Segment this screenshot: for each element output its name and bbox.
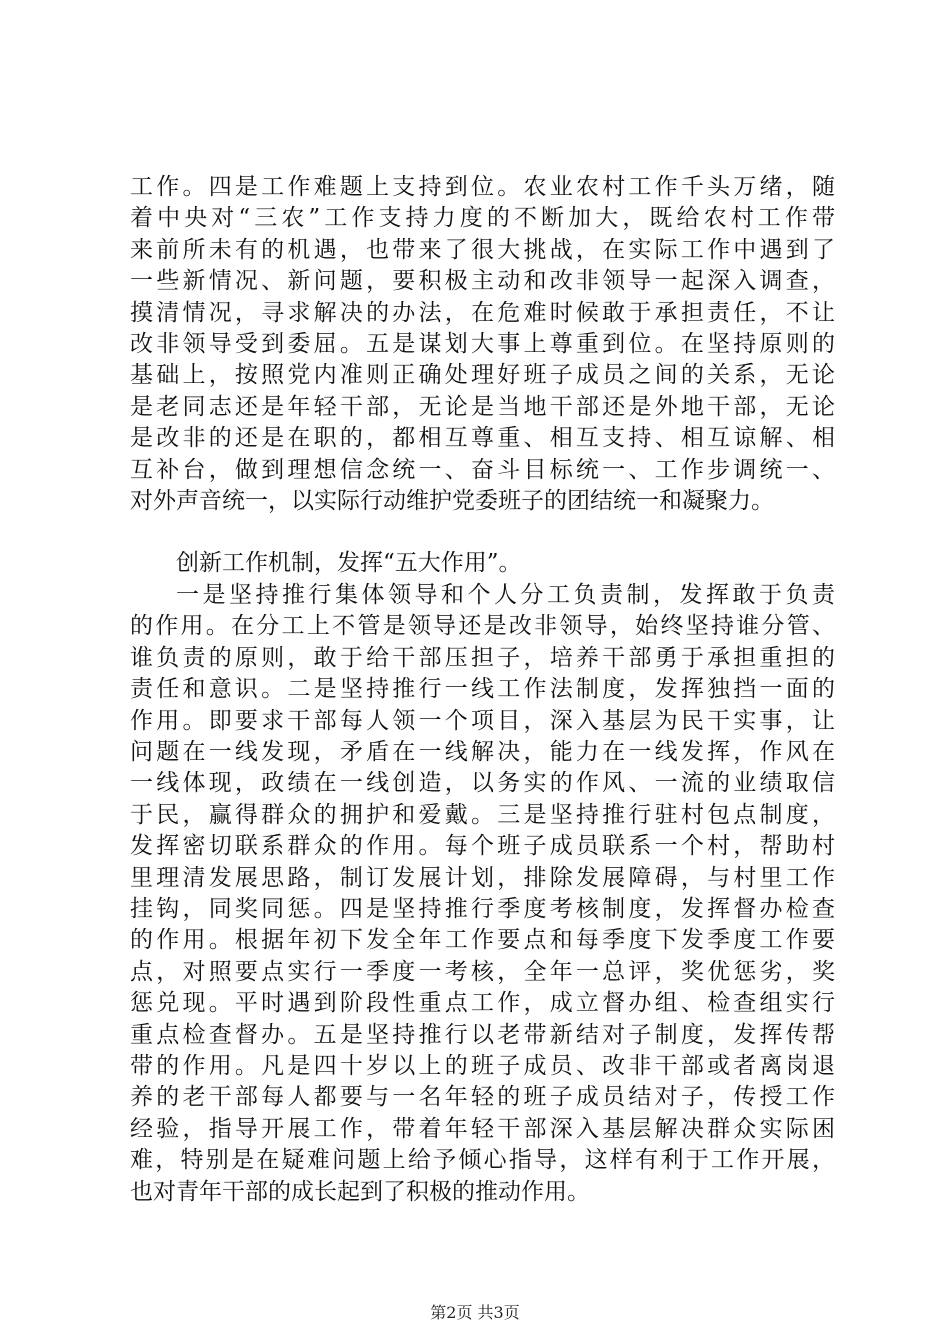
text-line: 工作。四是工作难题上支持到位。农业农村工作千头万绪，随	[130, 174, 835, 200]
text-line: 挂钩，同奖同惩。四是坚持推行季度考核制度，发挥督办检查	[130, 895, 835, 922]
text-line: 是改非的还是在职的，都相互尊重、相互支持、相互谅解、相	[130, 425, 835, 452]
text-line: 重点检查督办。五是坚持推行以老带新结对子制度，发挥传帮	[130, 1021, 835, 1048]
text-line: 的作用。在分工上不管是领导还是改非领导，始终坚持谁分管、	[130, 613, 835, 640]
paragraph-1	[130, 172, 835, 517]
text-line: 是老同志还是年轻干部，无论是当地干部还是外地干部，无论	[130, 393, 835, 420]
text-line: 谁负责的原则，敢于给干部压担子，培养干部勇于承担重担的	[130, 644, 835, 671]
text-line: 也对青年干部的成长起到了积极的推动作用。	[130, 1178, 590, 1205]
section-heading	[130, 548, 835, 579]
text-line: 责任和意识。二是坚持推行一线工作法制度，发挥独挡一面的	[130, 676, 835, 703]
text-line: 惩兑现。平时遇到阶段性重点工作，成立督办组、检查组实行	[130, 990, 835, 1017]
text-line: 发挥密切联系群众的作用。每个班子成员联系一个村，帮助村	[130, 833, 835, 860]
text-line: 一些新情况、新问题，要积极主动和改非领导一起深入调查，	[130, 268, 835, 295]
text-line: 里理清发展思路，制订发展计划，排除发展障碍，与村里工作	[130, 864, 835, 891]
text-line: 点，对照要点实行一季度一考核，全年一总评，奖优惩劣，奖	[130, 958, 835, 985]
text-line: 作用。即要求干部每人领一个项目，深入基层为民干实事，让	[130, 707, 835, 734]
text-line: 来前所未有的机遇，也带来了很大挑战，在实际工作中遇到了	[130, 236, 835, 263]
paragraph-3	[130, 580, 835, 1208]
text-line: 经验，指导开展工作，带着年轻干部深入基层解决群众实际困	[130, 1115, 835, 1142]
text-line: 一线体现，政绩在一线创造，以务实的作风、一流的业绩取信	[130, 770, 835, 797]
text-line: 基础上，按照党内准则正确处理好班子成员之间的关系，无论	[130, 362, 835, 389]
page-number-footer: 第2页 共3页	[430, 1303, 520, 1322]
text-line: 养的老干部每人都要与一名年轻的班子成员结对子，传授工作	[130, 1084, 835, 1111]
heading-line: 创新工作机制，发挥“五大作用”。	[176, 550, 522, 577]
text-line: 摸清情况，寻求解决的办法，在危难时候敢于承担责任，不让	[130, 299, 835, 326]
paragraph-gap	[130, 517, 835, 548]
document-body	[130, 172, 835, 1208]
text-line: 互补台，做到理想信念统一、奋斗目标统一、工作步调统一、	[130, 456, 835, 483]
text-line: 着中央对“三农”工作支持力度的不断加大，既给农村工作带	[130, 205, 835, 232]
text-line: 一是坚持推行集体领导和个人分工负责制，发挥敢于负责	[176, 581, 835, 608]
text-line: 带的作用。凡是四十岁以上的班子成员、改非干部或者离岗退	[130, 1052, 835, 1079]
text-line: 对外声音统一，以实际行动维护党委班子的团结统一和凝聚力。	[130, 488, 774, 515]
text-line: 改非领导受到委屈。五是谋划大事上尊重到位。在坚持原则的	[130, 331, 835, 358]
text-line: 难，特别是在疑难问题上给予倾心指导，这样有利于工作开展，	[130, 1147, 835, 1174]
text-line: 于民，赢得群众的拥护和爱戴。三是坚持推行驻村包点制度，	[130, 801, 835, 828]
text-line: 的作用。根据年初下发全年工作要点和每季度下发季度工作要	[130, 927, 835, 954]
text-line: 问题在一线发现，矛盾在一线解决，能力在一线发挥，作风在	[130, 738, 835, 765]
